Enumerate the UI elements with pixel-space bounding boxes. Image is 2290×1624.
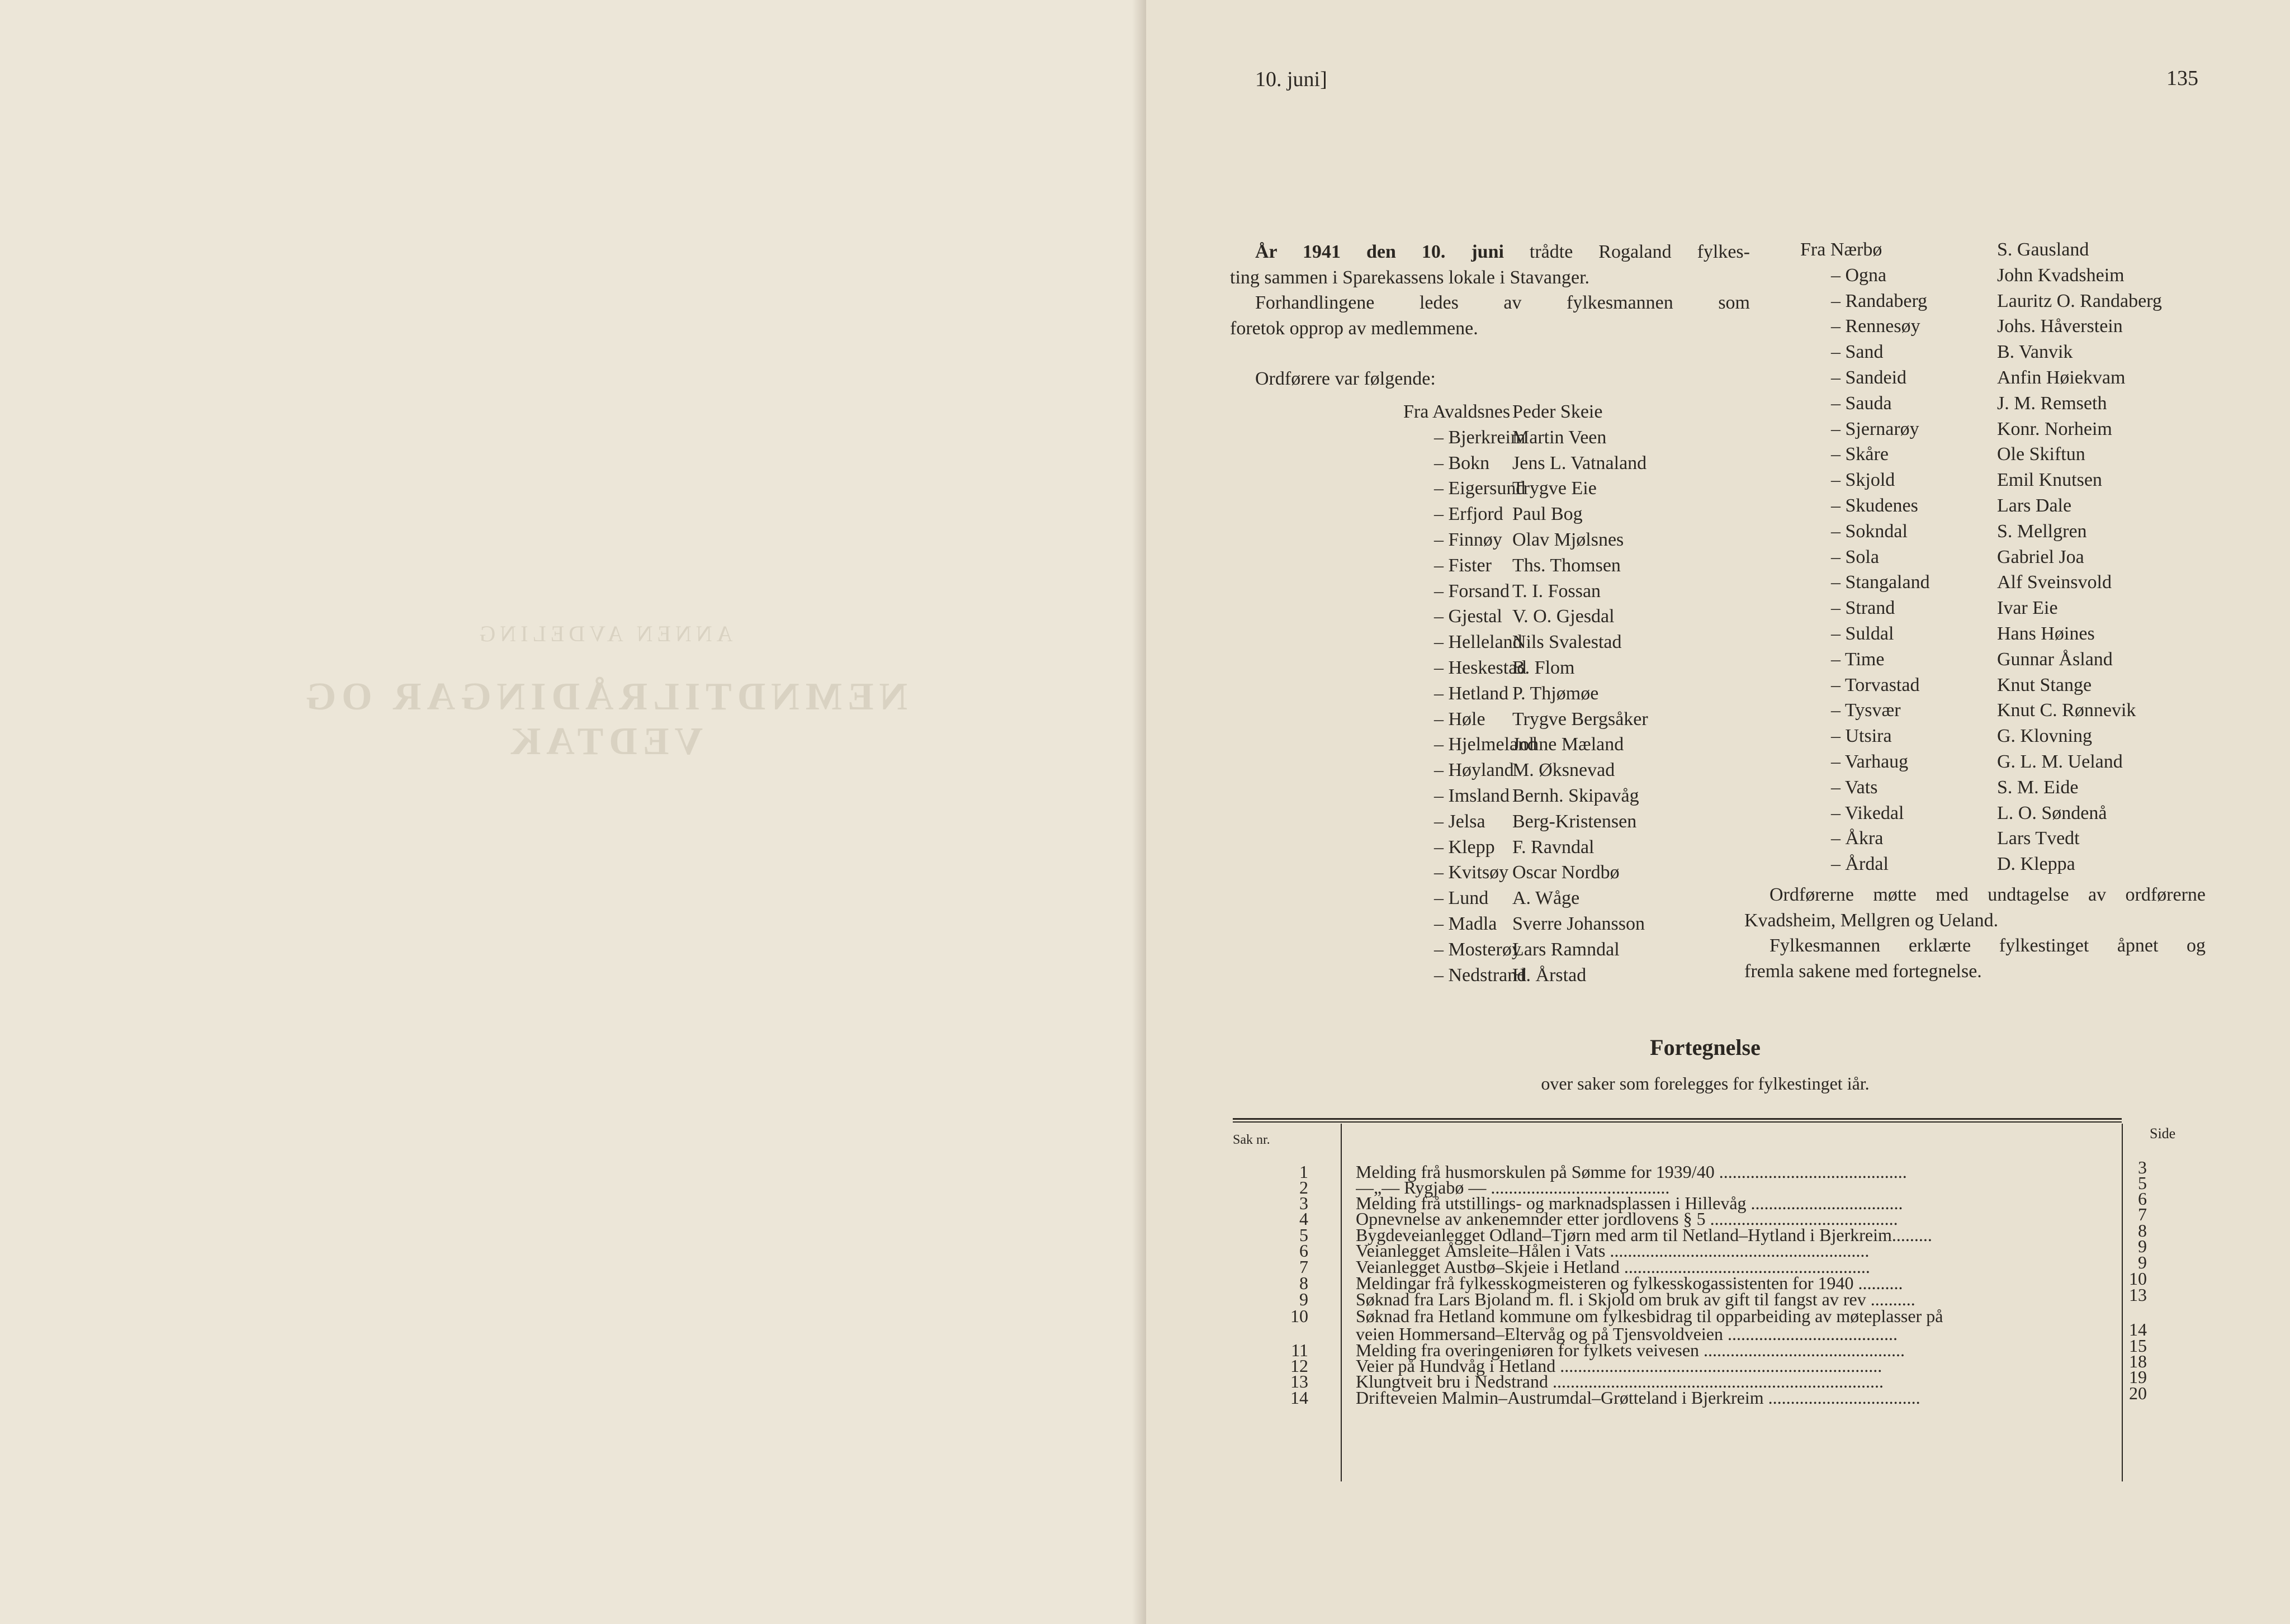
mayor-place: – Høle bbox=[1434, 708, 1485, 730]
mayor-name: Oscar Nordbø bbox=[1512, 862, 1620, 883]
mayor-name: Jens L. Vatnaland bbox=[1512, 452, 1647, 474]
mayor-name: S. M. Eide bbox=[1997, 777, 2079, 798]
contents-item-title: Veianlegget Austbø–Skjeie i Hetland ....................................................... bbox=[1356, 1257, 1870, 1277]
mayor-name: Knut Stange bbox=[1997, 674, 2092, 695]
bleed-through-text bbox=[268, 621, 939, 764]
mayor-place: – Suldal bbox=[1831, 623, 1894, 644]
contents-item-title: Melding fra overingeniøren for fylkets veivesen ............................................. bbox=[1356, 1340, 1905, 1360]
mayor-name: Ths. Thomsen bbox=[1512, 555, 1621, 576]
contents-item-page: 14 bbox=[2129, 1319, 2147, 1339]
contents-item-number: 4 bbox=[1299, 1209, 1308, 1229]
mayor-name: A. Wåge bbox=[1512, 888, 1580, 909]
mayor-place: – Hjelmeland bbox=[1434, 734, 1537, 755]
mayor-name: Lars Dale bbox=[1997, 495, 2072, 516]
mayor-name: Lars Tvedt bbox=[1997, 828, 2080, 849]
contents-item-number: 13 bbox=[1290, 1371, 1308, 1391]
mayor-place: – Åkra bbox=[1831, 828, 1884, 849]
mayor-place: – Tysvær bbox=[1831, 700, 1901, 721]
mayor-place: – Sokndal bbox=[1831, 520, 1908, 542]
contents-item-number: 7 bbox=[1299, 1257, 1308, 1277]
closing-line-4: fremla sakene med fortegnelse. bbox=[1744, 960, 1982, 982]
mayor-name: Gabriel Joa bbox=[1997, 546, 2084, 567]
mayor-place: Fra Avaldsnes bbox=[1403, 401, 1511, 422]
mayor-name: Hans Høines bbox=[1997, 623, 2095, 644]
mayor-name: D. Kleppa bbox=[1997, 854, 2075, 875]
contents-item-page: 7 bbox=[2138, 1204, 2147, 1224]
mayor-place: – Utsira bbox=[1831, 726, 1892, 747]
closing-line-3: Fylkesmannen erklærte fylkestinget åpnet og bbox=[1769, 935, 2206, 956]
mayor-name: Martin Veen bbox=[1512, 427, 1607, 448]
contents-rule-top-2 bbox=[1233, 1121, 2122, 1123]
contents-item-page: 10 bbox=[2129, 1268, 2147, 1289]
mayor-place: – Kvitsøy bbox=[1434, 862, 1509, 883]
mayor-place: – Randaberg bbox=[1831, 290, 1928, 311]
mayor-place: – Fister bbox=[1434, 555, 1492, 576]
mayor-name: L. O. Søndenå bbox=[1997, 802, 2107, 823]
mayor-name: Ivar Eie bbox=[1997, 598, 2058, 619]
mayor-place: – Bjerkreim bbox=[1434, 427, 1526, 448]
mayor-name: Anfin Høiekvam bbox=[1997, 367, 2126, 388]
intro-bold-date: År 1941 den 10. juni bbox=[1255, 242, 1504, 262]
contents-item-page: 20 bbox=[2129, 1383, 2147, 1403]
mayor-place: – Eigersund bbox=[1434, 478, 1526, 499]
mayor-name: Johs. Håverstein bbox=[1997, 316, 2123, 337]
contents-item-title: Bygdeveianlegget Odland–Tjørn med arm til Netland–Hytland i Bjerkreim......... bbox=[1356, 1225, 1932, 1245]
contents-item-page: 3 bbox=[2138, 1157, 2147, 1177]
mayor-place: – Madla bbox=[1434, 913, 1497, 934]
contents-item-page: 18 bbox=[2129, 1351, 2147, 1371]
mayor-place: – Erfjord bbox=[1434, 504, 1503, 525]
mayor-place: – Ogna bbox=[1831, 264, 1887, 286]
contents-item-number: 5 bbox=[1299, 1225, 1308, 1245]
mayor-name: F. Ravndal bbox=[1512, 836, 1595, 858]
mayor-name: Berg-Kristensen bbox=[1512, 811, 1637, 832]
mayor-name: Ole Skiftun bbox=[1997, 444, 2085, 465]
contents-item-title: Søknad fra Hetland kommune om fylkesbidrag til opparbeiding av møteplasser på bbox=[1356, 1306, 1943, 1326]
mayor-name: Knut C. Rønnevik bbox=[1997, 700, 2136, 721]
contents-item-number: 10 bbox=[1290, 1306, 1308, 1326]
mayor-place: – Helleland bbox=[1434, 632, 1522, 653]
mayor-name: Sverre Johansson bbox=[1512, 913, 1645, 934]
mayor-place: – Imsland bbox=[1434, 785, 1510, 806]
mayor-place: – Hetland bbox=[1434, 683, 1509, 704]
mayor-place: – Torvastad bbox=[1831, 674, 1920, 695]
closing-line-1: Ordførerne møtte med undtagelse av ordførerne bbox=[1769, 884, 2206, 905]
contents-item-page: 19 bbox=[2129, 1367, 2147, 1387]
page-number: 135 bbox=[2166, 67, 2198, 90]
intro-paragraph bbox=[1230, 239, 1750, 392]
mayor-place: – Vats bbox=[1831, 777, 1878, 798]
mayor-place: – Skåre bbox=[1831, 444, 1889, 465]
mayor-place: – Sola bbox=[1831, 546, 1879, 567]
mayor-name: Olav Mjølsnes bbox=[1512, 529, 1624, 550]
contents-item-title: Veier på Hundvåg i Hetland ........................................................................ bbox=[1356, 1356, 1882, 1376]
mayor-place: – Gjestal bbox=[1434, 606, 1502, 627]
contents-item-number: 14 bbox=[1290, 1388, 1308, 1408]
mayor-place: – Mosterøy bbox=[1434, 939, 1521, 960]
mayor-name: B. Flom bbox=[1512, 657, 1575, 678]
bleed-heading-large: NEMNDTILRÅDINGAR OG VEDTAK bbox=[300, 675, 908, 763]
contents-rule-top bbox=[1233, 1118, 2122, 1120]
contents-item-title: veien Hommersand–Eltervåg og på Tjensvoldveien ...................................... bbox=[1356, 1324, 1898, 1344]
contents-item-title: Veianlegget Åmsleite–Hålen i Vats .......................................................... bbox=[1356, 1241, 1870, 1261]
contents-item-title: Søknad fra Lars Bjoland m. fl. i Skjold om bruk av gift til fangst av rev .......... bbox=[1356, 1289, 1915, 1309]
mayor-name: J. M. Remseth bbox=[1997, 392, 2107, 414]
mayor-place: – Time bbox=[1831, 648, 1885, 670]
mayor-name: Trygve Bergsåker bbox=[1512, 708, 1648, 730]
mayor-name: Gunnar Åsland bbox=[1997, 648, 2113, 670]
contents-title: Fortegnelse bbox=[1650, 1035, 1761, 1060]
contents-item-number: 6 bbox=[1299, 1241, 1308, 1261]
mayor-place: – Varhaug bbox=[1831, 751, 1909, 772]
mayor-name: Lauritz O. Randaberg bbox=[1997, 290, 2162, 311]
mayor-name: Emil Knutsen bbox=[1997, 470, 2102, 491]
contents-item-page: 8 bbox=[2138, 1220, 2147, 1241]
mayor-place: – Strand bbox=[1831, 598, 1895, 619]
mayor-name: G. Klovning bbox=[1997, 726, 2092, 747]
contents-item-number: 9 bbox=[1299, 1289, 1308, 1309]
contents-item-page: 9 bbox=[2138, 1252, 2147, 1272]
contents-vline-left bbox=[1341, 1124, 1342, 1481]
mayor-name: V. O. Gjesdal bbox=[1512, 606, 1615, 627]
mayor-place: – Nedstrand bbox=[1434, 964, 1527, 986]
contents-subtitle: over saker som forelegges for fylkestinget iår. bbox=[1541, 1073, 1870, 1093]
mayor-place: – Forsand bbox=[1434, 580, 1510, 602]
contents-item-title: Klungtveit bru i Nedstrand .......................................................................... bbox=[1356, 1371, 1884, 1391]
contents-item-number: 1 bbox=[1299, 1162, 1308, 1182]
contents-item-title: Drifteveien Malmin–Austrumdal–Grøtteland i Bjerkreim .................................. bbox=[1356, 1388, 1920, 1408]
mayor-place: – Lund bbox=[1434, 888, 1489, 909]
mayor-name: John Kvadsheim bbox=[1997, 264, 2125, 286]
mayor-place: – Skudenes bbox=[1831, 495, 1918, 516]
contents-item-number: 3 bbox=[1299, 1193, 1308, 1213]
col-header-sak: Sak nr. bbox=[1233, 1133, 1270, 1147]
mayor-place: – Finnøy bbox=[1434, 529, 1502, 550]
contents-vline-right bbox=[2122, 1124, 2123, 1481]
mayor-place: – Klepp bbox=[1434, 836, 1495, 858]
mayor-name: Lars Ramndal bbox=[1512, 939, 1620, 960]
mayor-name: Johne Mæland bbox=[1512, 734, 1624, 755]
mayor-place: – Skjold bbox=[1831, 470, 1895, 491]
mayor-name: Konr. Norheim bbox=[1997, 418, 2112, 439]
intro-line-3: Forhandlingene ledes av fylkesmannen som bbox=[1255, 292, 1750, 313]
mayor-name: Trygve Eie bbox=[1512, 478, 1597, 499]
col-header-side: Side bbox=[2150, 1125, 2176, 1142]
mayor-name: Alf Sveinsvold bbox=[1997, 572, 2112, 593]
mayor-place: – Høyland bbox=[1434, 760, 1514, 781]
mayor-name: Nils Svalestad bbox=[1512, 632, 1622, 653]
mayor-name: T. I. Fossan bbox=[1512, 580, 1601, 602]
mayor-place: – Rennesøy bbox=[1831, 316, 1920, 337]
contents-item-page: 6 bbox=[2138, 1189, 2147, 1209]
mayor-place: – Heskestad bbox=[1434, 657, 1527, 678]
mayor-place: Fra Nærbø bbox=[1800, 239, 1882, 260]
intro-line-2: ting sammen i Sparekassens lokale i Stavanger. bbox=[1230, 267, 1590, 288]
mayor-name: S. Gausland bbox=[1997, 239, 2089, 260]
contents-item-page: 15 bbox=[2129, 1336, 2147, 1356]
contents-item-title: Opnevnelse av ankenemnder etter jordlovens § 5 .......................................... bbox=[1356, 1209, 1898, 1229]
header-date: 10. juni] bbox=[1255, 68, 1327, 91]
mayor-place: – Bokn bbox=[1434, 452, 1490, 474]
mayor-name: P. Thjømøe bbox=[1512, 683, 1599, 704]
contents-item-title: —„— Rygjabø — ........................................ bbox=[1356, 1177, 1670, 1197]
mayor-place: – Sand bbox=[1831, 342, 1884, 363]
contents-item-number: 11 bbox=[1291, 1340, 1308, 1360]
intro-line-1: trådte Rogaland fylkes- bbox=[1503, 242, 1750, 262]
contents-item-page: 5 bbox=[2138, 1173, 2147, 1193]
mayor-name: Paul Bog bbox=[1512, 504, 1583, 525]
contents-item-title: Melding frå utstillings- og marknadsplassen i Hillevåg .................................. bbox=[1356, 1193, 1903, 1213]
mayor-name: B. Vanvik bbox=[1997, 342, 2073, 363]
closing-paragraph bbox=[1744, 882, 2206, 984]
mayor-place: – Sauda bbox=[1831, 392, 1892, 414]
mayor-name: G. L. M. Ueland bbox=[1997, 751, 2123, 772]
contents-item-number: 12 bbox=[1290, 1356, 1308, 1376]
mayor-place: – Sjernarøy bbox=[1831, 418, 1919, 439]
intro-line-4: foretok opprop av medlemmene. bbox=[1230, 318, 1478, 339]
mayor-name: Peder Skeie bbox=[1512, 401, 1603, 422]
contents-item-title: Meldingar frå fylkesskogmeisteren og fylkesskogassistenten for 1940 .......... bbox=[1356, 1273, 1903, 1293]
mayor-place: – Stangaland bbox=[1831, 572, 1930, 593]
mayor-name: H. Årstad bbox=[1512, 964, 1587, 986]
mayor-place: – Årdal bbox=[1831, 854, 1889, 875]
contents-item-page: 13 bbox=[2129, 1285, 2147, 1305]
mayor-name: S. Mellgren bbox=[1997, 520, 2087, 542]
closing-line-2: Kvadsheim, Mellgren og Ueland. bbox=[1744, 910, 1999, 931]
contents-item-number: 2 bbox=[1299, 1177, 1308, 1197]
mayor-place: – Jelsa bbox=[1434, 811, 1485, 832]
mayor-place: – Sandeid bbox=[1831, 367, 1907, 388]
mayor-place: – Vikedal bbox=[1831, 802, 1904, 823]
mayor-name: M. Øksnevad bbox=[1512, 760, 1615, 781]
mayor-name: Bernh. Skipavåg bbox=[1512, 785, 1639, 806]
contents-item-page: 9 bbox=[2138, 1236, 2147, 1256]
intro-line-5: Ordførere var følgende: bbox=[1255, 368, 1436, 389]
contents-item-title: Melding frå husmorskulen på Sømme for 1939/40 .......................................... bbox=[1356, 1162, 1907, 1182]
bleed-heading-small: ANNEN AVDELING bbox=[475, 621, 733, 646]
contents-item-number: 8 bbox=[1299, 1273, 1308, 1293]
